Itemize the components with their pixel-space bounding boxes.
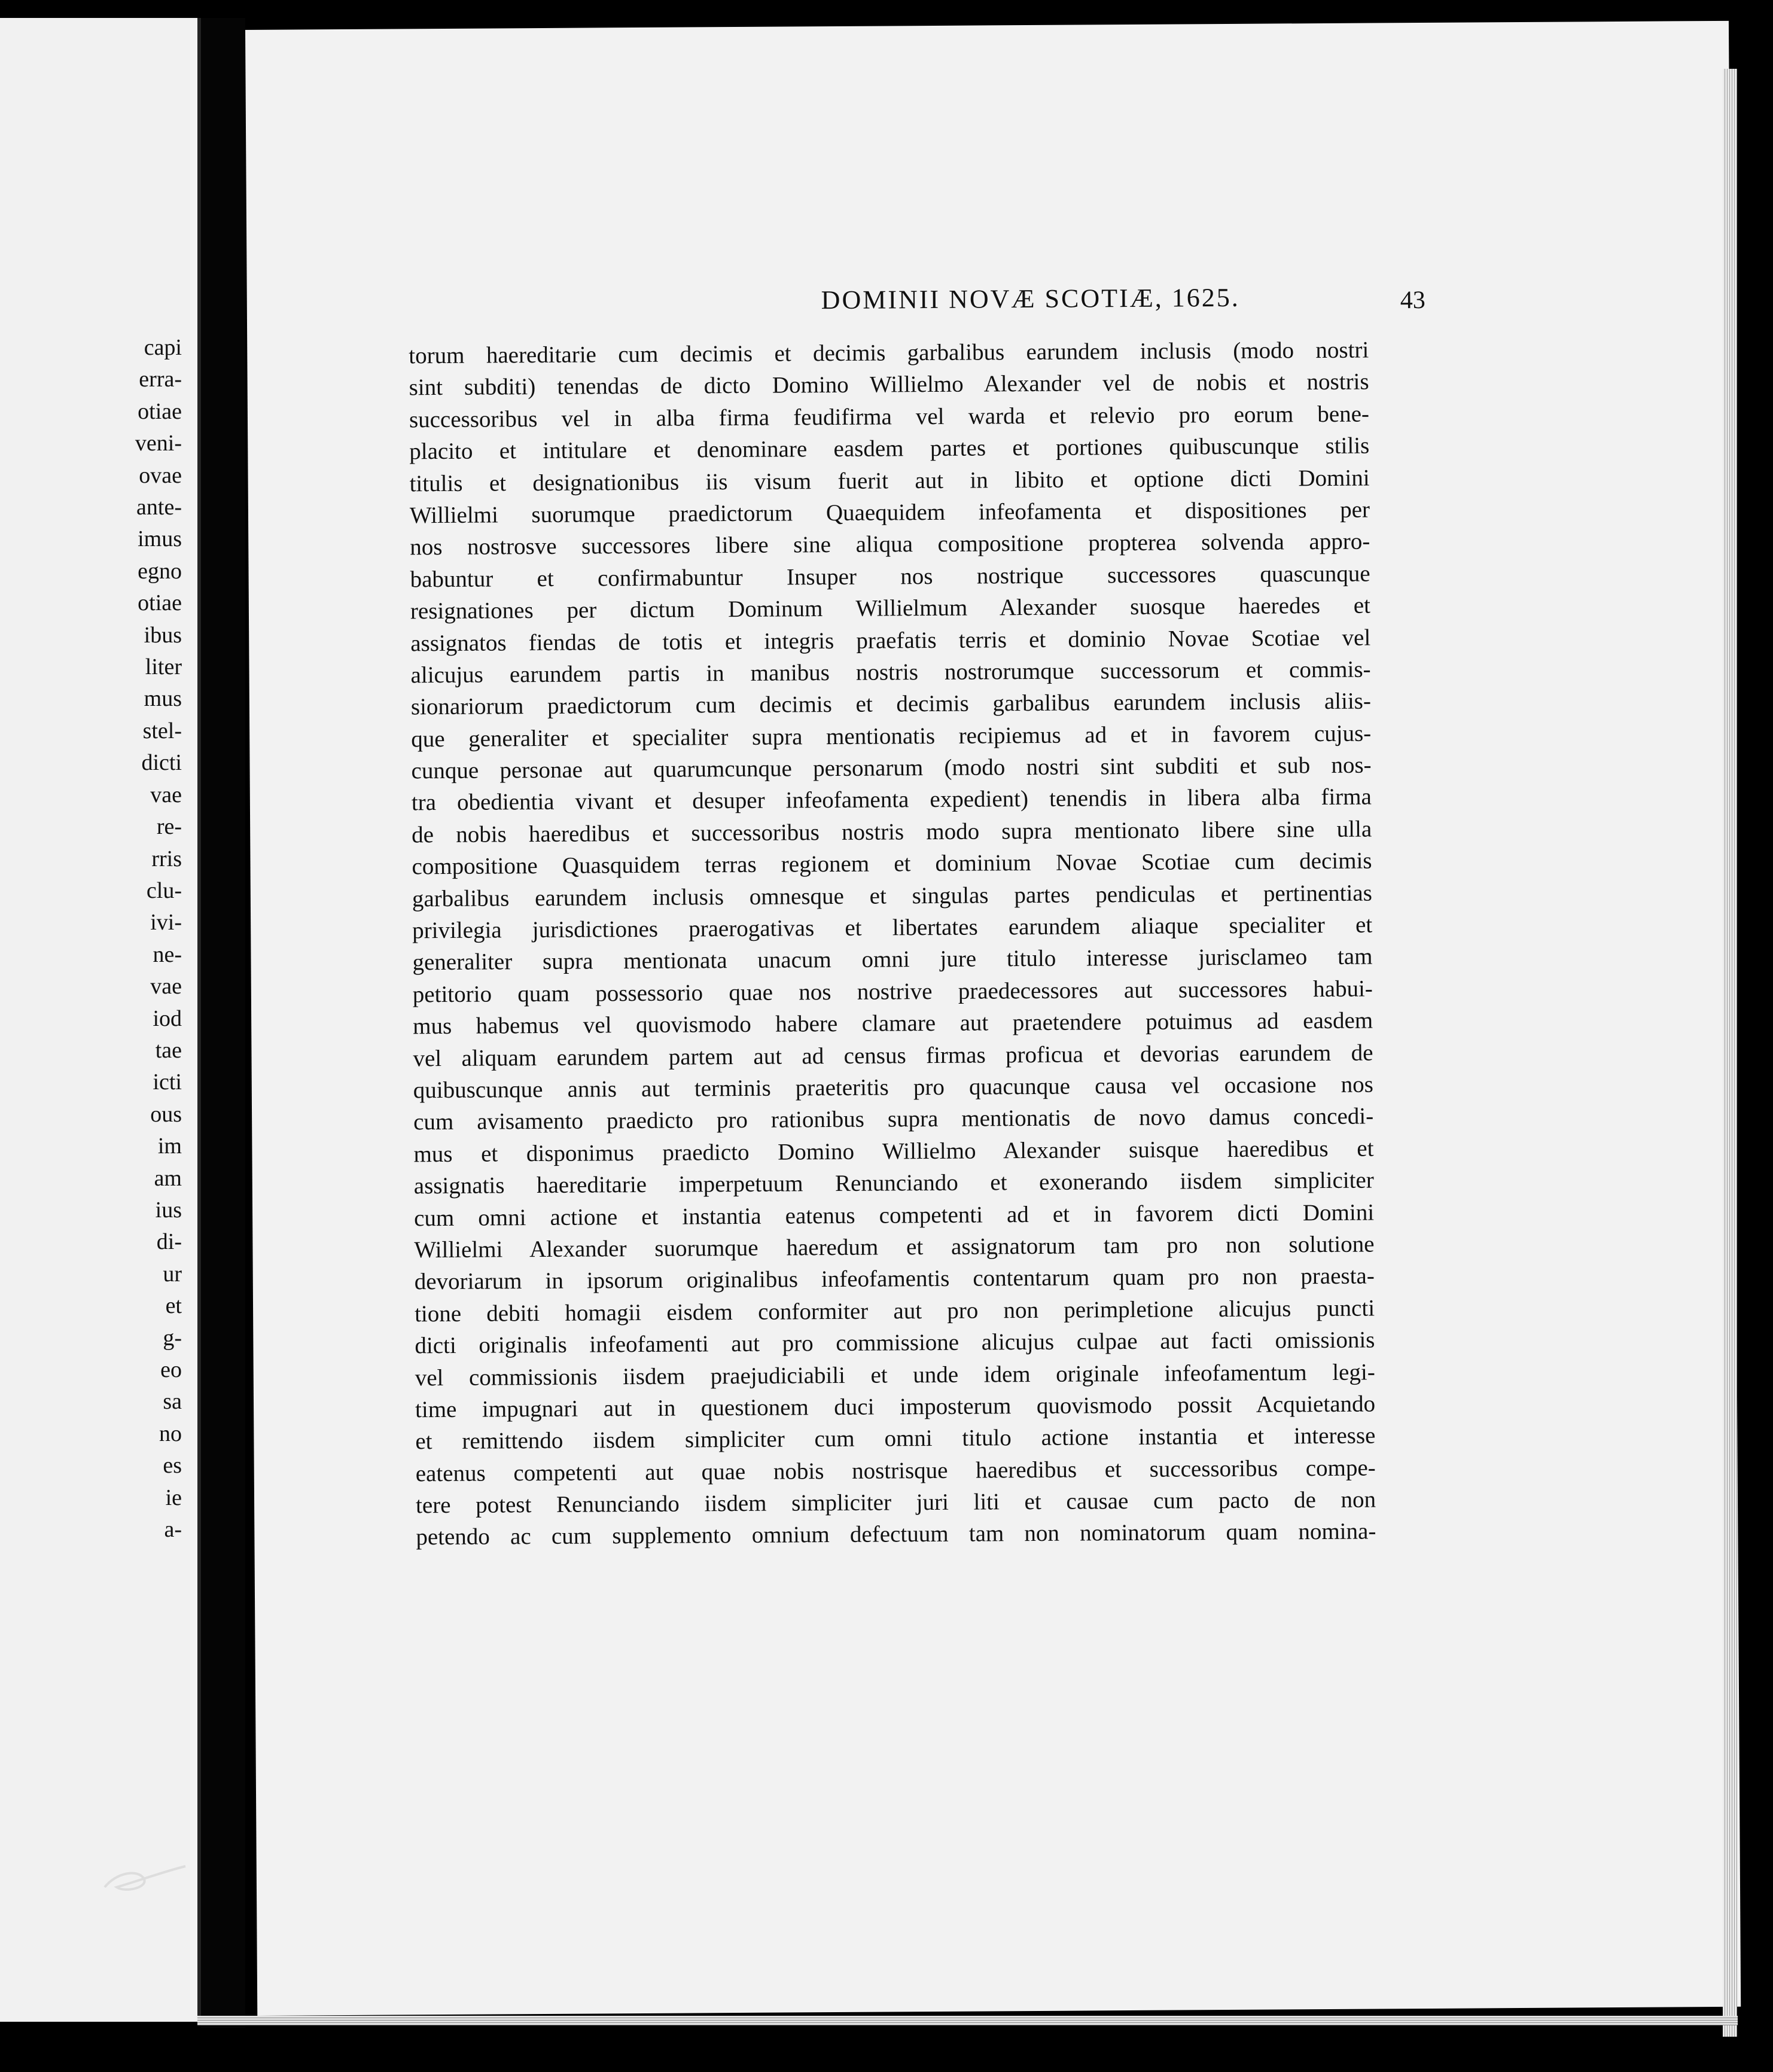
text-line: successoribus vel in alba firma feudifirma vel warda et relevio pro eorum bene- <box>409 401 1370 433</box>
left-fragment: erra- <box>139 367 182 392</box>
left-fragment: tae <box>155 1037 182 1063</box>
left-fragment: liter <box>145 654 182 680</box>
left-fragment: egno <box>138 558 182 584</box>
left-page-text-fragments <box>135 332 182 1546</box>
page-edges <box>1723 69 1737 2037</box>
left-fragment: dicti <box>141 750 182 776</box>
text-line: nos nostrosve successores libere sine aliqua compositione propterea solvenda appro- <box>410 528 1370 560</box>
left-fragment: im <box>157 1133 182 1159</box>
left-fragment: vae <box>150 782 182 808</box>
text-line: placito et intitulare et denominare easdem partes et portiones quibuscunque stilis <box>409 432 1370 465</box>
text-line: mus et disponimus praedicto Domino Willielmo Alexander suisque haeredibus et <box>413 1135 1374 1168</box>
text-line: eatenus competenti aut quae nobis nostrisque haeredibus et successoribus compe- <box>415 1455 1376 1486</box>
text-line: Willielmi suorumque praedictorum Quaequidem infeofamenta et dispositiones per <box>409 496 1370 529</box>
text-line: cum omni actione et instantia eatenus competenti ad et in favorem dicti Domini <box>414 1199 1375 1231</box>
text-line: que generaliter et specialiter supra mentionatis recipiemus ad et in favorem cujus- <box>411 720 1372 752</box>
text-line: tione debiti homagii eisdem conformiter aut pro non perimpletione alicujus puncti <box>414 1295 1375 1327</box>
left-fragment: clu- <box>146 877 182 903</box>
left-fragment: ivi- <box>150 910 182 936</box>
text-line: titulis et designationibus iis visum fuerit aut in libito et optione dicti Domini <box>409 465 1370 496</box>
text-line: et remittendo iisdem simpliciter cum omni titulo actione instantia et interesse <box>415 1422 1376 1455</box>
left-fragment: veni- <box>135 431 182 456</box>
left-fragment: ur <box>163 1261 182 1287</box>
right-page <box>245 21 1741 2016</box>
left-page <box>0 18 201 2022</box>
page-edges-bottom <box>197 2016 1738 2025</box>
text-line: petendo ac cum supplemento omnium defectuum tam non nominatorum quam nomina- <box>416 1518 1376 1550</box>
text-line: Willielmi Alexander suorumque haeredum et assignatorum tam pro non solutione <box>414 1231 1375 1263</box>
left-fragment: otiae <box>138 590 182 616</box>
left-fragment: mus <box>144 686 182 712</box>
left-fragment: ius <box>155 1197 182 1223</box>
text-line: mus habemus vel quovismodo habere clamare aut praetendere potuimus ad easdem <box>413 1007 1373 1040</box>
text-line: devoriarum in ipsorum originalibus infeofamentis contentarum quam pro non praestа- <box>414 1263 1375 1295</box>
text-line: vel commissionis iisdem praejudiciabili et unde idem originale infeofamentum legi- <box>415 1359 1375 1391</box>
text-line: compositione Quasquidem terras regionem et dominium Novae Scotiae cum decimis <box>412 848 1372 880</box>
text-line: petitorio quam possessorio quae nos nostrive praedecessores aut successores habui- <box>412 976 1373 1008</box>
left-fragment: es <box>163 1453 182 1479</box>
left-fragment: a- <box>164 1517 182 1543</box>
left-fragment: icti <box>153 1069 182 1095</box>
text-line: vel aliquam earundem partem aut ad census firmas proficua et devorias earundem de <box>413 1040 1373 1071</box>
left-fragment: am <box>154 1165 182 1191</box>
left-fragment: ibus <box>144 622 182 648</box>
left-fragment: ovae <box>139 462 182 488</box>
scribble-mark <box>102 1860 191 1896</box>
left-fragment: no <box>159 1421 182 1446</box>
text-line: assignatos fiendas de totis et integris praefatis terris et dominio Novae Scotiae vel <box>410 624 1371 656</box>
text-line: assignatis haereditarie imperpetuum Renunciando et exonerando iisdem simpliciter <box>413 1167 1374 1199</box>
left-fragment: di- <box>156 1229 182 1255</box>
book-gutter <box>201 18 245 2028</box>
left-fragment: g- <box>163 1325 182 1351</box>
page-number: 43 <box>1400 286 1425 315</box>
text-line: resignationes per dictum Dominum Willielmum Alexander suosque haeredes et <box>410 592 1371 624</box>
left-fragment: iod <box>153 1005 182 1031</box>
text-line: privilegia jurisdictiones praerogativas et libertates earundem aliaque specialiter et <box>412 912 1373 944</box>
text-line: sionariorum praedictorum cum decimis et decimis garbalibus earundem inclusis aliis- <box>410 688 1372 720</box>
left-fragment: capi <box>144 335 182 360</box>
left-fragment: vae <box>150 974 182 1000</box>
text-line: babuntur et confirmabuntur Insuper nos nostrique successores quascunque <box>410 560 1370 593</box>
left-fragment: ie <box>165 1485 182 1510</box>
left-fragment: ante- <box>136 495 182 520</box>
left-fragment: otiae <box>138 398 182 424</box>
text-line: de nobis haeredibus et successoribus nostris modo supra mentionato libere sine ulla <box>412 816 1372 848</box>
left-fragment: ous <box>150 1101 182 1127</box>
text-line: cum avisamento praedicto pro rationibus supra mentionatis de novo damus concedi- <box>413 1103 1374 1135</box>
text-line: quibuscunque annis aut terminis praeteritis pro quacunque causa vel occasione nos <box>413 1071 1373 1104</box>
text-line: dicti originalis infeofamenti aut pro commissione alicujus culpae aut facti omissionis <box>415 1327 1375 1359</box>
text-line: tere potest Renunciando iisdem simpliciter juri liti et causae cum pacto de non <box>415 1486 1376 1519</box>
text-line: garbalibus earundem inclusis omnesque et singulas partes pendiculas et pertinentias <box>412 880 1372 912</box>
left-fragment: sa <box>163 1389 182 1415</box>
running-head: DOMINII NOVÆ SCOTIÆ, 1625. <box>821 282 1240 315</box>
text-line: alicujus earundem partis in manibus nostris nostrorumque successorum et commis- <box>410 656 1371 688</box>
text-line: generaliter supra mentionata unacum omni jure titulo interesse jurisclameo tam <box>412 943 1373 976</box>
left-fragment: stel- <box>142 718 182 744</box>
text-line: tra obedientia vivant et desuper infeofamenta expedient) tenendis in libera alba firma <box>411 784 1372 816</box>
text-line: time impugnari aut in questionem duci imposterum quovismodo possit Acquietando <box>415 1391 1376 1423</box>
left-fragment: et <box>165 1293 182 1319</box>
left-fragment: ne- <box>153 941 182 967</box>
text-line: sint subditi) tenendas de dicto Domino Willielmo Alexander vel de nobis et nostris <box>409 368 1369 401</box>
text-line: cunque personae aut quarumcunque personarum (modo nostri sint subditi et sub nos- <box>411 752 1372 784</box>
body-text <box>409 334 1376 1554</box>
left-fragment: eo <box>160 1357 182 1382</box>
left-fragment: rris <box>151 846 182 872</box>
left-fragment: re- <box>156 814 182 840</box>
left-fragment: imus <box>138 526 182 552</box>
text-line: torum haereditarie cum decimis et decimis garbalibus earundem inclusis (modo nostri <box>409 337 1369 369</box>
